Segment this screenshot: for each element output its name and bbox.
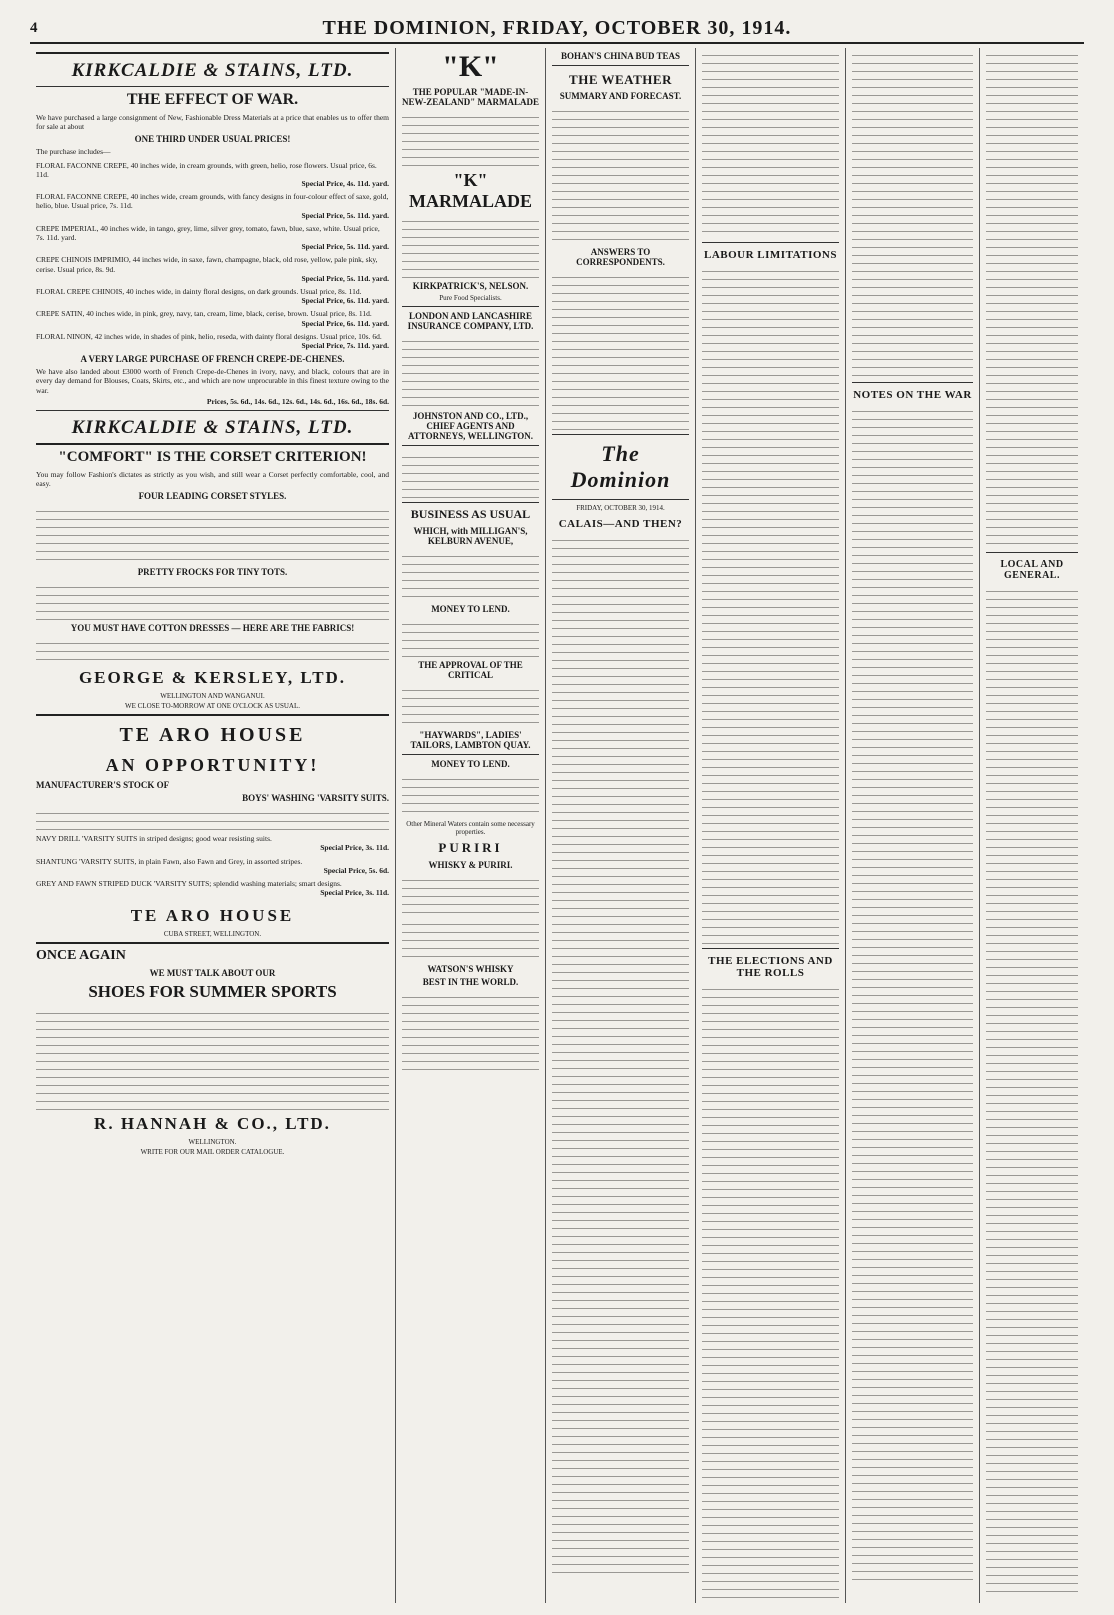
dominion-nameplate: The Dominion [570, 441, 671, 492]
corset-heading: "COMFORT" IS THE CORSET CRITERION! [58, 448, 367, 465]
varsity-suits: BOYS' WASHING 'VARSITY SUITS. [242, 793, 389, 804]
hotel-text-block [402, 450, 539, 498]
local-intro-block [986, 48, 1078, 548]
war-notes-body [852, 404, 973, 1584]
freehold-text-block [402, 772, 539, 818]
shoes-list-block [36, 1006, 389, 1110]
cotton-heading: YOU MUST HAVE COTTON DRESSES — HERE ARE THE FABRICS! [70, 623, 355, 634]
crepe-heading: A VERY LARGE PURCHASE OF FRENCH CREPE-DE-CHENES. [80, 354, 345, 365]
manufacturers-stock: MANUFACTURER'S STOCK OF [36, 780, 170, 791]
haywards-name: "HAYWARDS", LADIES' TAILORS, LAMBTON QUAY. [410, 730, 531, 750]
marmalade-text-block-2 [402, 214, 539, 278]
war-notes-column [846, 48, 980, 1603]
local-general-heading: LOCAL AND GENERAL. [1000, 559, 1064, 581]
weather-heading: THE WEATHER [569, 72, 672, 87]
popular-marmalade: THE POPULAR "MADE-IN-NEW-ZEALAND" MARMALADE [402, 87, 539, 107]
corset-styles: FOUR LEADING CORSET STYLES. [138, 491, 287, 502]
labour-column [696, 48, 846, 1603]
war-intro-block [852, 48, 973, 378]
crepe-prices: Prices, 5s. 6d., 14s. 6d., 12s. 6d., 14s. 6d., 16s. 6d., 18s. 6d. [206, 396, 389, 406]
money-text-block [402, 617, 539, 657]
k-logo: "K" [442, 50, 499, 83]
shoes-heading: SHOES FOR SUMMER SPORTS [88, 981, 337, 1001]
frocks-text-block [36, 580, 389, 620]
money-to-lend: MONEY TO LEND. [431, 604, 510, 614]
kirkcaldie-banner-footer: KIRKCALDIE & STAINS, LTD. [71, 416, 354, 438]
mineral-waters: Other Mineral Waters contain some necessary properties. [406, 820, 535, 836]
tailor-text-block [402, 683, 539, 727]
marmalade-text-block [402, 110, 539, 168]
insurance-heading: LONDON AND LANCASHIRE INSURANCE COMPANY, LTD. [407, 311, 534, 331]
list-item: CREPE IMPERIAL, 40 inches wide, in tango, grey, lime, silver grey, tomato, fawn, blue, saxe, white. Usual price, 7s. 11d. yard. Special Price, 5s. 11d. yard. [36, 223, 389, 252]
calais-article-body [552, 533, 689, 1573]
pure-food: Pure Food Specialists. [439, 294, 502, 302]
insurance-text-block [402, 334, 539, 408]
tiny-tots-heading: PRETTY FROCKS FOR TINY TOTS. [137, 567, 288, 578]
once-again: ONCE AGAIN [36, 947, 126, 963]
bohans-tea: BOHAN'S CHINA BUD TEAS [560, 51, 681, 61]
labour-intro-block [702, 48, 839, 238]
one-third-offer: ONE THIRD UNDER USUAL PRICES! [134, 134, 291, 145]
list-item: CREPE CHINOIS IMPRIMIO, 44 inches wide, in saxe, fawn, champagne, black, old rose, yellow, pale pink, sky, cerise. Usual price, 8s. 9d. Special Price, 5s. 11d. yard. [36, 255, 389, 283]
te-aro-name: TE ARO HOUSE [119, 724, 306, 747]
rutland-hotel-block [402, 990, 539, 1070]
suits-text-block [36, 806, 389, 832]
corset-text-block [36, 504, 389, 564]
elections-heading: THE ELECTIONS AND THE ROLLS [708, 955, 833, 979]
advertisement-column [30, 48, 396, 1603]
watsons-whisky: WATSON'S WHISKY [427, 964, 514, 974]
kirkcaldie-banner: KIRKCALDIE & STAINS, LTD. [71, 60, 354, 81]
leader-date: FRIDAY, OCTOBER 30, 1914. [576, 504, 665, 512]
kirkcaldie-intro: We have purchased a large consignment of New, Fashionable Dress Materials at a price that enables us to offer them for sale at about [36, 113, 389, 132]
elections-article-body [702, 982, 839, 1603]
local-general-column [980, 48, 1084, 1603]
weather-text-block [552, 104, 689, 244]
calais-heading: CALAIS—AND THEN? [558, 518, 683, 530]
list-item: FLORAL FACONNE CREPE, 40 inches wide, in cream grounds, with green, helio, rose flowers. Usual price, 6s. 11d. Special Price, 4s. 11d. yard. [36, 160, 389, 189]
insurance-agents: JOHNSTON AND CO., LTD., CHIEF AGENTS AND ATTORNEYS, WELLINGTON. [407, 411, 534, 441]
approval-heading: THE APPROVAL OF THE CRITICAL [418, 660, 523, 680]
hannah-name: R. HANNAH & CO., LTD. [94, 1113, 331, 1133]
opportunity-heading: AN OPPORTUNITY! [105, 755, 320, 776]
local-general-body [986, 584, 1078, 1594]
patents-text-block [402, 873, 539, 917]
summary-forecast: SUMMARY AND FORECAST. [559, 91, 682, 101]
talk-about: WE MUST TALK ABOUT OUR [149, 967, 276, 978]
milligans: WHICH, with MILLIGAN'S, KELBURN AVENUE, [413, 526, 528, 546]
list-item: NAVY DRILL 'VARSITY SUITS in striped designs; good wear resisting suits. Special Price, 3s. 11d. [36, 834, 389, 853]
list-item: FLORAL NINON, 42 inches wide, in shades of pink, helio, reseda, with dainty floral designs. Usual price, 10s. 6d. Special Price, 7s. 11d. yard. [36, 331, 389, 351]
list-item: FLORAL FACONNE CREPE, 40 inches wide, cream grounds, with fancy designs in four-colour effect of saxe, gold, helio, blue. Usual price, 7s. 11d. Special Price, 5s. 11d. yard. [36, 192, 389, 220]
k-marmalade-heading: "K" MARMALADE [409, 170, 532, 211]
list-item: CREPE SATIN, 40 inches wide, in pink, grey, navy, tan, cream, lime, black, cerise, brown. Usual price, 8s. 11d. Special Price, 6s. 11d. yard. [36, 309, 389, 328]
answers-text-block [552, 270, 689, 430]
te-aro-address: CUBA STREET, WELLINGTON. [163, 929, 262, 938]
closing-notice: WE CLOSE TO-MORROW AT ONE O'CLOCK AS USUAL. [125, 702, 300, 711]
small-ads-column [396, 48, 546, 1603]
business-as-usual: BUSINESS AS USUAL [410, 507, 531, 521]
catalogue-notice: WRITE FOR OUR MAIL ORDER CATALOGUE. [140, 1147, 285, 1156]
hannah-city: WELLINGTON. [188, 1137, 237, 1146]
labour-article-body [702, 264, 839, 944]
george-kersley-name: GEORGE & KERSLEY, LTD. [78, 668, 347, 688]
puriri-heading: PURIRI [438, 840, 503, 855]
labour-heading: LABOUR LIMITATIONS [704, 249, 837, 261]
weather-column [546, 48, 696, 1603]
kirkpatrick-name: KIRKPATRICK'S, NELSON. [412, 281, 529, 291]
george-kersley-address: WELLINGTON AND WANGANUI. [160, 692, 265, 701]
milligans-text-block [402, 549, 539, 601]
crepe-text: We have also landed about £3000 worth of French Crepe-de-Chenes in ivory, navy, and black, colours that are in every day demand for Blouses, Coats, Skirts, etc., and which are now unprocurable in this finest texture owing to the war. [36, 367, 389, 395]
money-to-lend-2: MONEY TO LEND. [431, 759, 510, 769]
te-aro-name-footer: TE ARO HOUSE [130, 905, 295, 925]
list-item: SHANTUNG 'VARSITY SUITS, in plain Fawn, also Fawn and Grey, in assorted stripes. Special Price, 5s. 6d. [36, 856, 389, 875]
list-item: FLORAL CREPE CHINOIS, 40 inches wide, in dainty floral designs, on dark grounds. Usual price, 8s. 11d. Special Price, 6s. 11d. yard. [36, 287, 389, 306]
war-notes-heading: NOTES ON THE WAR [853, 389, 972, 401]
masthead [30, 14, 1084, 44]
newspaper-title: THE DOMINION, FRIDAY, OCTOBER 30, 1914. [322, 16, 792, 39]
corset-intro: You may follow Fashion's dictates as strictly as you wish, and still wear a Corset perfectly comfortable, cool, and easy. [36, 469, 389, 489]
fabrics-text-block [36, 636, 389, 664]
whisky-puriri: WHISKY & PURIRI. [428, 860, 513, 870]
includes-label: The purchase includes— [36, 147, 111, 157]
list-item: GREY AND FAWN STRIPED DUCK 'VARSITY SUITS; splendid washing materials; smart designs. Special Price, 3s. 11d. [36, 879, 389, 898]
effect-of-war-heading: THE EFFECT OF WAR. [126, 91, 299, 108]
answers-heading: ANSWERS TO CORRESPONDENTS. [576, 247, 665, 267]
best-in-world: BEST IN THE WORLD. [422, 977, 519, 987]
rd-davis-text-block [402, 917, 539, 961]
page-number: 4 [30, 19, 38, 36]
